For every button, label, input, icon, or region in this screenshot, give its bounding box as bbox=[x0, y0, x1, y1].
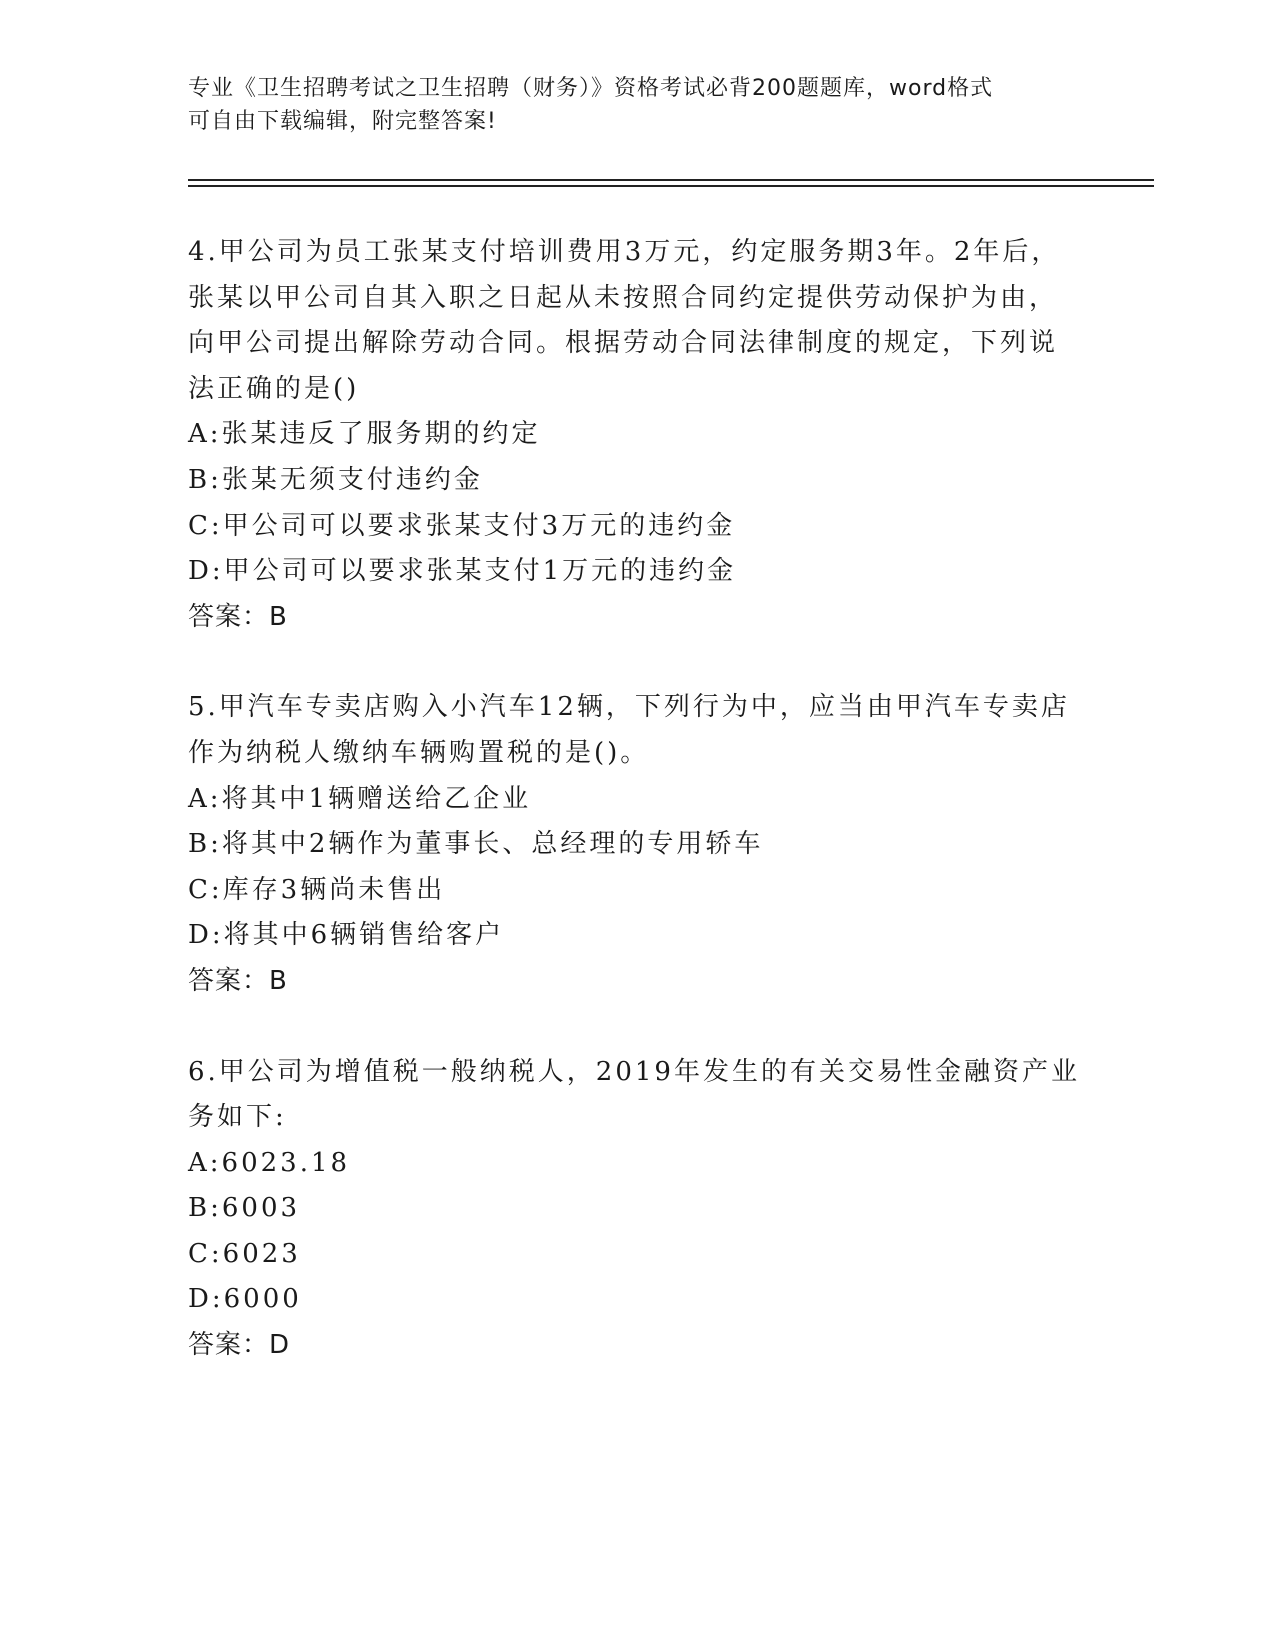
header-divider-top bbox=[188, 179, 1154, 181]
answer-label: 答案：D bbox=[188, 1330, 291, 1361]
option-c: C:甲公司可以要求张某支付3万元的违约金 bbox=[188, 510, 736, 541]
option-d: D:甲公司可以要求张某支付1万元的违约金 bbox=[188, 556, 737, 587]
header-line-2: 可自由下载编辑，附完整答案! bbox=[188, 109, 497, 134]
question-stem-line: 5.甲汽车专卖店购入小汽车12辆，下列行为中，应当由甲汽车专卖店 bbox=[188, 692, 1070, 723]
question-stem-line: 4.甲公司为员工张某支付培训费用3万元，约定服务期3年。2年后， bbox=[188, 237, 1061, 267]
header-divider-bottom bbox=[188, 185, 1154, 187]
option-b: B:6003 bbox=[188, 1193, 301, 1224]
question-6 bbox=[188, 1050, 1088, 1369]
question-stem-line: 向甲公司提出解除劳动合同。根据劳动合同法律制度的规定，下列说 bbox=[188, 328, 1059, 359]
question-4 bbox=[188, 230, 1088, 640]
option-d: D:将其中6辆销售给客户 bbox=[188, 920, 505, 951]
document-header bbox=[188, 72, 1088, 138]
question-stem-line: 作为纳税人缴纳车辆购置税的是()。 bbox=[188, 737, 650, 768]
option-b: B:将其中2辆作为董事长、总经理的专用轿车 bbox=[188, 829, 764, 860]
question-5 bbox=[188, 685, 1088, 1004]
option-d: D:6000 bbox=[188, 1284, 302, 1315]
question-stem-line: 法正确的是() bbox=[188, 373, 360, 404]
question-stem-line: 务如下: bbox=[188, 1102, 287, 1133]
option-c: C:库存3辆尚未售出 bbox=[188, 874, 446, 905]
question-stem-line: 张某以甲公司自其入职之日起从未按照合同约定提供劳动保护为由， bbox=[188, 282, 1059, 313]
header-line-1: 专业《卫生招聘考试之卫生招聘（财务）》资格考试必背200题题库，word格式 bbox=[188, 76, 994, 101]
answer-label: 答案：B bbox=[188, 601, 288, 632]
option-b: B:张某无须支付违约金 bbox=[188, 464, 483, 495]
question-stem-line: 6.甲公司为增值税一般纳税人，2019年发生的有关交易性金融资产业 bbox=[188, 1056, 1080, 1087]
option-a: A:6023.18 bbox=[188, 1147, 351, 1178]
option-c: C:6023 bbox=[188, 1238, 301, 1269]
option-a: A:将其中1辆赠送给乙企业 bbox=[188, 783, 532, 814]
option-a: A:张某违反了服务期的约定 bbox=[188, 419, 541, 450]
answer-label: 答案：B bbox=[188, 965, 288, 996]
question-list bbox=[188, 230, 1088, 1414]
